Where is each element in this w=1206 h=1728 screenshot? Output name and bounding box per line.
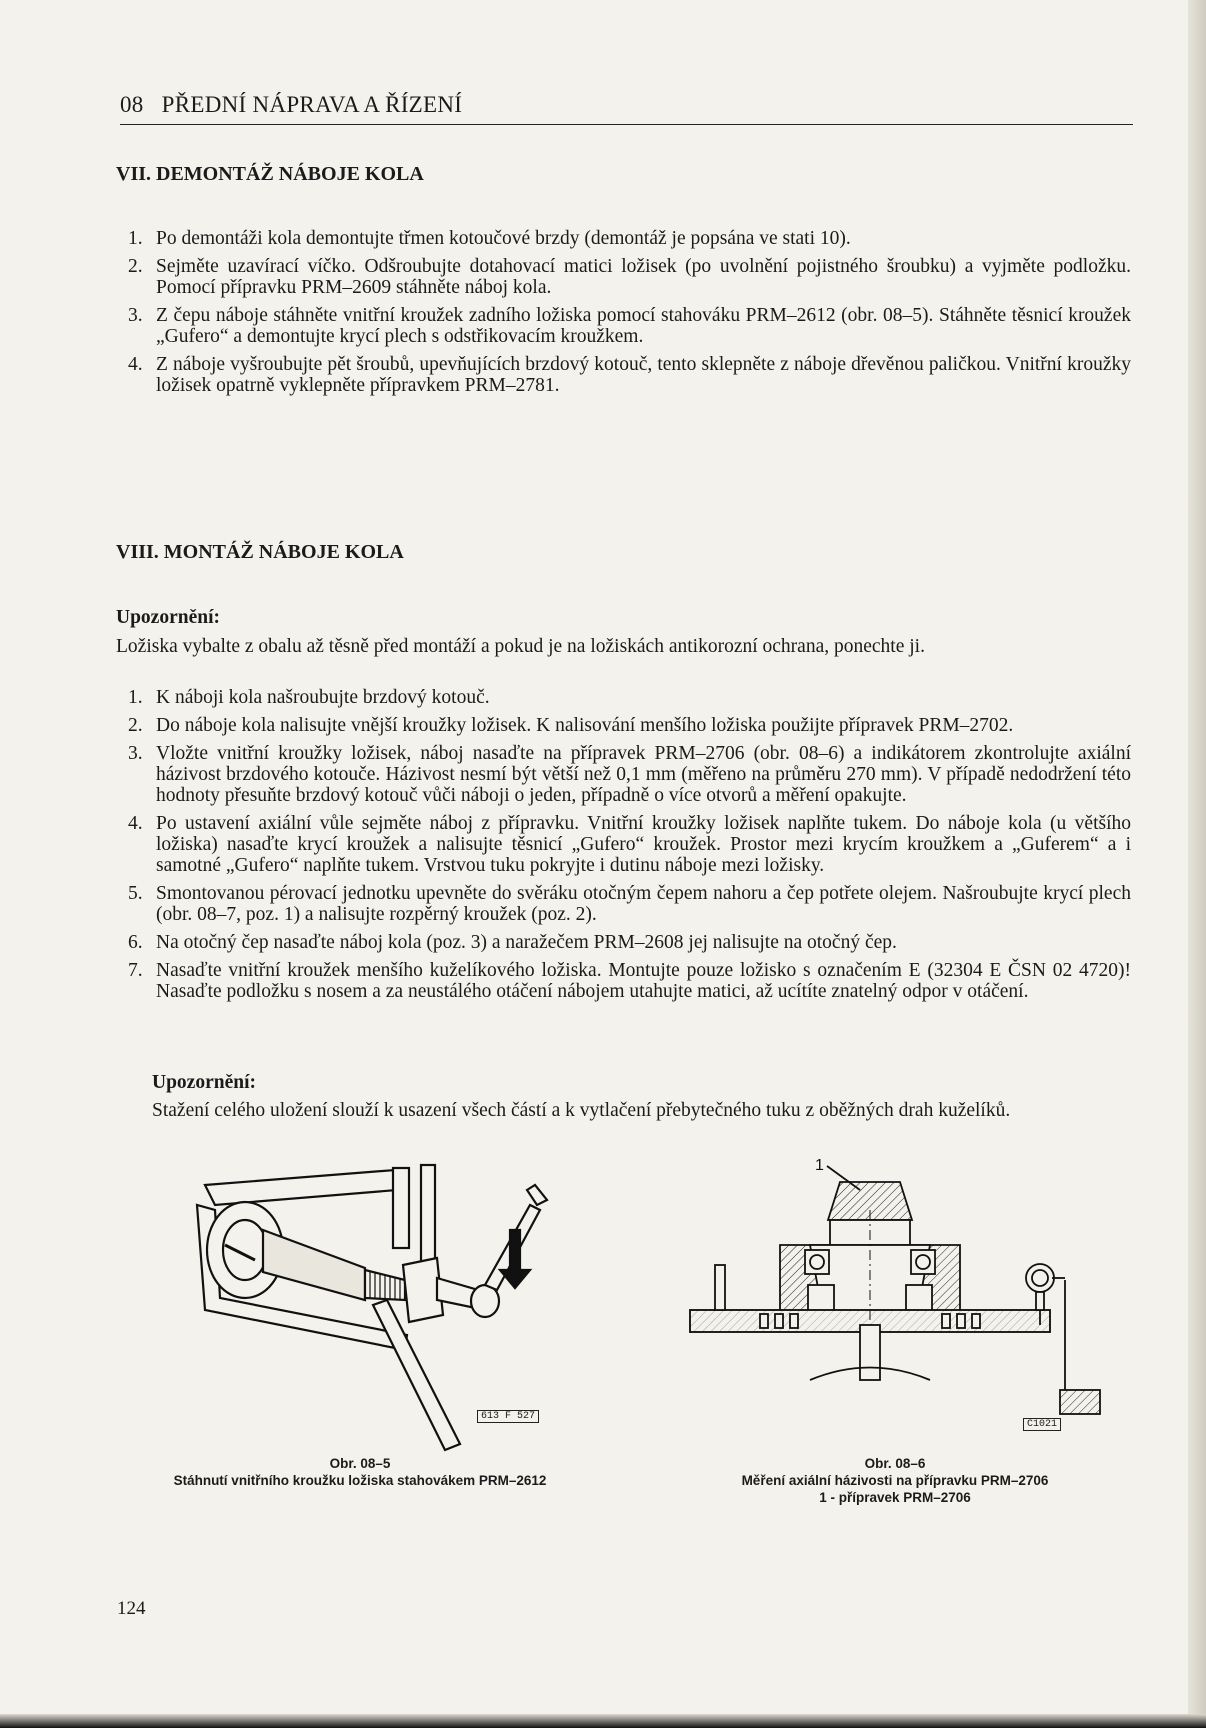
- figure-caption-08-5: [120, 1455, 600, 1489]
- note-heading-2: Upozornění:: [152, 1072, 256, 1093]
- chapter-number: 08: [120, 92, 144, 117]
- scan-edge: [0, 1714, 1206, 1728]
- item-number: 4.: [128, 354, 143, 375]
- item-number: 2.: [128, 715, 143, 736]
- section-title-montaz: VIII. MONTÁŽ NÁBOJE KOLA: [116, 541, 404, 563]
- figure-caption-08-6: [660, 1455, 1130, 1506]
- item-text: Po ustavení axiální vůle sejměte náboj z přípravku. Vnitřní kroužky ložisek naplňte tukem. Do náboje kola (u většího ložiska) nasaďte krycí kroužek a nalisujte těsnicí „Gufero“ kroužek. Prostor mezi krycím kroužkem a „Guferem“ a i samotné „Gufero“ naplňte tukem. Vrstvou tuku pokryjte i dutinu náboje mezi ložisky.: [156, 813, 1131, 876]
- list-item: [116, 305, 1131, 347]
- item-number: 6.: [128, 932, 143, 953]
- list-item: [116, 256, 1131, 298]
- figure-puller-prm2612: [175, 1150, 605, 1455]
- caption-number: Obr. 08–6: [864, 1456, 926, 1471]
- list-item: [116, 743, 1131, 806]
- list-item: [116, 687, 1131, 708]
- figure-code-1: 613 F 527: [477, 1410, 539, 1423]
- item-text: Do náboje kola nalisujte vnější kroužky ložisek. K nalisování menšího ložiska použijte přípravek PRM–2702.: [156, 715, 1014, 736]
- page-edge: [1188, 0, 1206, 1728]
- list-item: [116, 354, 1131, 396]
- note-heading: Upozornění:: [116, 607, 220, 628]
- list-item: [116, 883, 1131, 925]
- item-text: Z čepu náboje stáhněte vnitřní kroužek zadního ložiska pomocí stahováku PRM–2612 (obr. 08–5). Stáhněte těsnicí kroužek „Gufero“ a demontujte krycí plech s odstřikovacím kroužkem.: [156, 305, 1131, 347]
- caption-number: Obr. 08–5: [329, 1456, 391, 1471]
- caption-text: Měření axiální házivosti na přípravku PRM–2706: [741, 1473, 1049, 1488]
- list-item: [116, 228, 1131, 249]
- item-number: 1.: [128, 228, 143, 249]
- page-header: [120, 92, 1133, 125]
- item-text: K náboji kola našroubujte brzdový kotouč.: [156, 687, 490, 708]
- item-text: Sejměte uzavírací víčko. Odšroubujte dotahovací matici ložisek (po uvolnění pojistného šroubku) a vyjměte podložku. Pomocí přípravku PRM–2609 stáhněte náboj kola.: [156, 256, 1131, 298]
- figure-runout-prm2706: [680, 1150, 1120, 1450]
- item-text: Na otočný čep nasaďte náboj kola (poz. 3) a naražečem PRM–2608 jej nalisujte na otočný čep.: [156, 932, 897, 953]
- caption-text: Stáhnutí vnitřního kroužku ložiska stahovákem PRM–2612: [173, 1473, 547, 1488]
- caption-legend: 1 - přípravek PRM–2706: [819, 1490, 971, 1505]
- note-text: Ložiska vybalte z obalu až těsně před montáží a pokud je na ložiskách antikorozní ochrana, ponechte ji.: [116, 636, 925, 657]
- item-number: 1.: [128, 687, 143, 708]
- item-text: Z náboje vyšroubujte pět šroubů, upevňujících brzdový kotouč, tento sklepněte z náboje dřevěnou paličkou. Vnitřní kroužky ložisek opatrně vyklepněte přípravkem PRM–2781.: [156, 354, 1131, 396]
- page-number: 124: [117, 1598, 146, 1619]
- item-number: 3.: [128, 305, 143, 326]
- item-text: Po demontáži kola demontujte třmen kotoučové brzdy (demontáž je popsána ve stati 10).: [156, 228, 851, 249]
- section-title-demontaz: VII. DEMONTÁŽ NÁBOJE KOLA: [116, 163, 424, 185]
- list-item: [116, 932, 1131, 953]
- list-item: [116, 813, 1131, 876]
- list-item: [116, 715, 1131, 736]
- item-number: 3.: [128, 743, 143, 764]
- svg-text:1: 1: [815, 1157, 824, 1174]
- item-number: 5.: [128, 883, 143, 904]
- item-number: 4.: [128, 813, 143, 834]
- item-text: Smontovanou pérovací jednotku upevněte do svěráku otočným čepem nahoru a čep potřete olejem. Našroubujte krycí plech (obr. 08–7, poz. 1) a nalisujte rozpěrný kroužek (poz. 2).: [156, 883, 1131, 925]
- figure-code-2: C1021: [1023, 1418, 1061, 1431]
- item-number: 7.: [128, 960, 143, 981]
- note-text-2: Stažení celého uložení slouží k usazení všech částí a k vytlačení přebytečného tuku z oběžných drah kuželíků.: [152, 1100, 1011, 1121]
- montaz-steps: [116, 687, 1131, 1009]
- chapter-title: PŘEDNÍ NÁPRAVA A ŘÍZENÍ: [161, 92, 463, 117]
- demontaz-steps: [116, 228, 1131, 403]
- item-text: Nasaďte vnitřní kroužek menšího kuželíkového ložiska. Montujte pouze ložisko s označením E (32304 E ČSN 02 4720)! Nasaďte podložku s nosem a za neustálého otáčení nábojem utahujte matici, až ucítíte znatelný odpor v otáčení.: [156, 960, 1131, 1002]
- list-item: [116, 960, 1131, 1002]
- item-number: 2.: [128, 256, 143, 277]
- item-text: Vložte vnitřní kroužky ložisek, náboj nasaďte na přípravek PRM–2706 (obr. 08–6) a indikátorem zkontrolujte axiální házivost brzdového kotouče. Házivost nesmí být větší než 0,1 mm (měřeno na průměru 270 mm). V případě nedodržení této hodnoty přesuňte brzdový kotouč vůči náboji o jeden, případně o více otvorů a měření opakujte.: [156, 743, 1131, 806]
